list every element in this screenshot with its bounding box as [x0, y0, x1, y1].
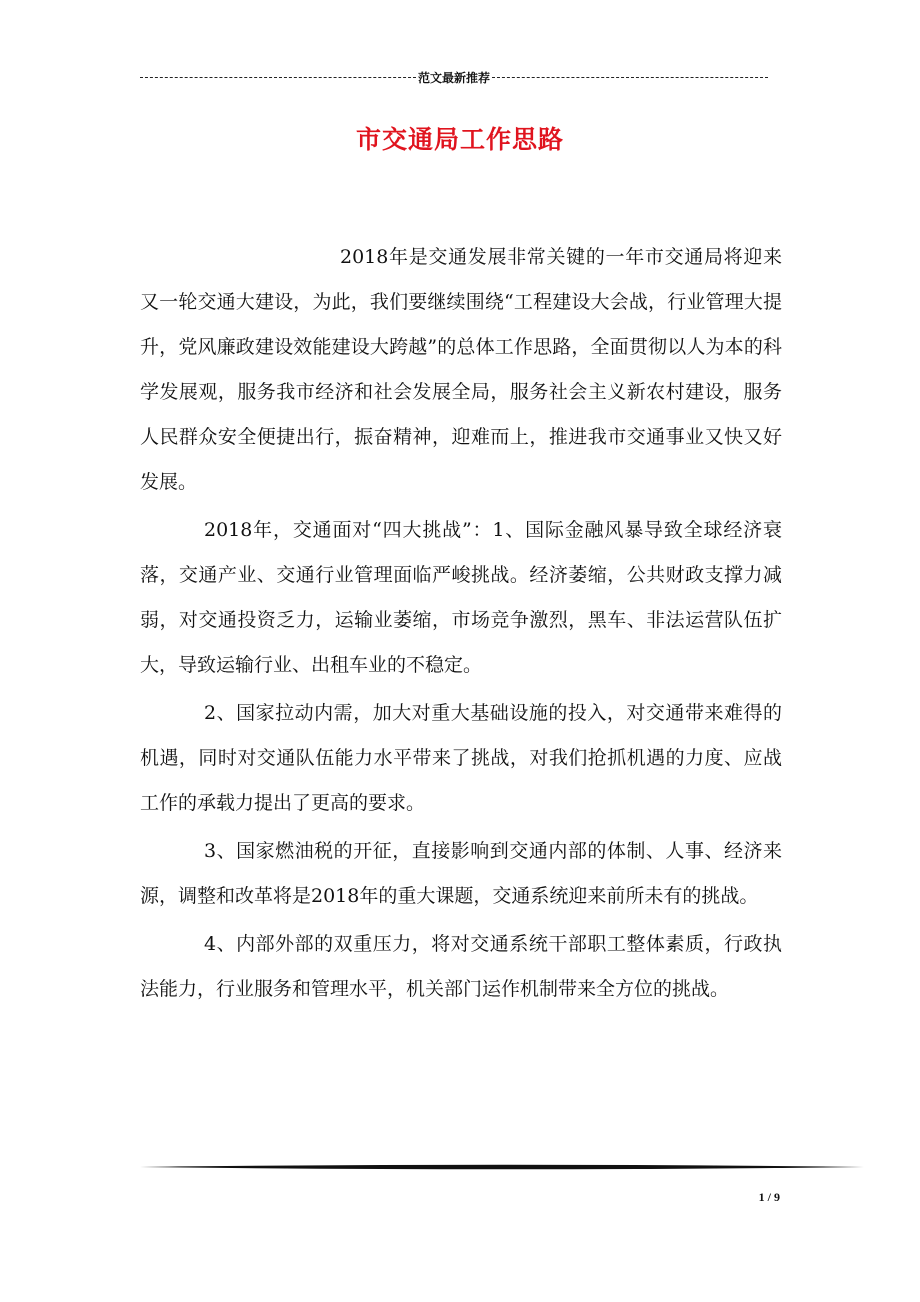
- document-title: 市交通局工作思路: [355, 125, 564, 154]
- paragraph-challenge-3: 3、国家燃油税的开征，直接影响到交通内部的体制、人事、经济来源，调整和改革将是2018年的重大课题，交通系统迎来前所未有的挑战。: [140, 840, 782, 907]
- page-number: 1 / 9: [758, 1190, 780, 1204]
- paragraph-intro: 2018年是交通发展非常关键的一年市交通局将迎来又一轮交通大建设，为此，我们要继续围绕“工程建设大会战，行业管理大提升，党风廉政建设效能建设大跨越”的总体工作思路，全面贯彻以人为本的科学发展观，服务我市经济和社会发展全局，服务社会主义新农村建设，服务人民群众安全便捷出行，振奋精神，迎难而上，推进我市交通事业又快又好发展。: [140, 246, 782, 493]
- footer-divider: [140, 1162, 864, 1172]
- header-dash-left: [140, 77, 416, 78]
- document-body: [140, 235, 782, 1015]
- header-label: 范文最新推荐: [418, 70, 491, 85]
- paragraph-challenge-1: 2018年，交通面对“四大挑战”：1、国际金融风暴导致全球经济衰落，交通产业、交通行业管理面临严峻挑战。经济萎缩，公共财政支撑力减弱，对交通投资乏力，运输业萎缩，市场竞争激烈，黑车、非法运营队伍扩大，导致运输行业、出租车业的不稳定。: [140, 519, 782, 676]
- paragraph-challenge-4: 4、内部外部的双重压力，将对交通系统干部职工整体素质，行政执法能力，行业服务和管理水平，机关部门运作机制带来全方位的挑战。: [140, 933, 782, 1000]
- paragraph-challenge-2: 2、国家拉动内需，加大对重大基础设施的投入，对交通带来难得的机遇，同时对交通队伍能力水平带来了挑战，对我们抢抓机遇的力度、应战工作的承载力提出了更高的要求。: [140, 702, 782, 814]
- header-dash-right: [492, 77, 768, 78]
- page-header: [140, 68, 768, 86]
